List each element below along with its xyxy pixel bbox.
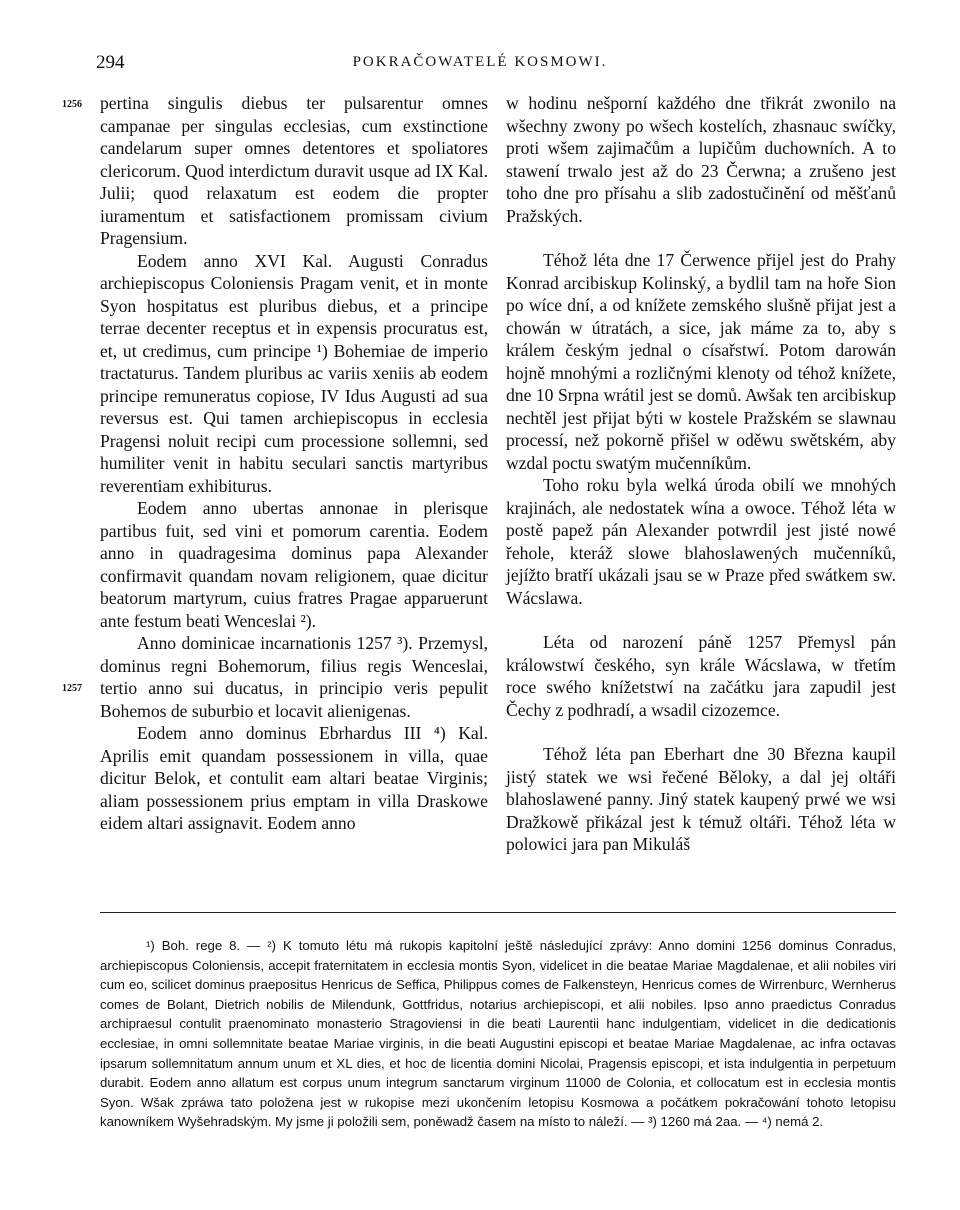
latin-column (100, 92, 488, 835)
margin-year-1257: 1257 (62, 683, 82, 694)
page-header (0, 52, 960, 76)
czech-paragraph: Téhož léta dne 17 Čerwence přijel jest do Prahy Konrad arcibiskup Kolinský, a bydlil tam na hoře Sion po wíce dní, a od knížete zemského slušně přijat jest a chowán w útratách, a sice, jak máme za to, aby s králem českým jednal o císařstwí. Potom darowán hojně mnohými a rozličnými klenoty od téhož knížete, dne 10 Srpna wrátil jest se domů. Awšak ten arcibiskup nechtěl jest přijat býti w kostele Pražském se slawnau processí, než pokorně přišel w oděwu swětském, aby wzdal poctu swatým mučenníkům. (506, 250, 896, 473)
czech-paragraph: Léta od narození páně 1257 Přemysl pán králowstwí českého, syn krále Wácslawa, w třetím roce swého knížetstwí na začátku jara zapudil jest Čechy z podhradí, a wsadil cizozemce. (506, 632, 896, 720)
running-title: POKRAČOWATELÉ KOSMOWI. (352, 54, 608, 70)
latin-paragraph: Eodem anno dominus Ebrhardus III ⁴) Kal. Aprilis emit quandam possessionem in villa, quae dicitur Belok, et contulit eam altari beatae Virginis; aliam possessionem prius emptam in villa Draskowe eidem altari assignavit. Eodem anno (100, 723, 488, 833)
page-number: 294 (96, 52, 125, 73)
latin-paragraph: Anno dominicae incarnationis 1257 ³). Przemysl, dominus regni Bohemorum, filius regis Wenceslai, tertio anno sui ducatus, in principio veris pepulit Bohemos de suburbio et locavit alienigenas. (100, 633, 488, 721)
latin-paragraph: Eodem anno ubertas annonae in plerisque partibus fuit, sed vini et pomorum carentia. Eodem anno in quadragesima dominus papa Alexander confirmavit quandam novam religionem, quae dicitur beatorum martyrum, cuius fratres Pragae apparuerunt ante festum beati Wenceslai ²). (100, 498, 488, 631)
footnote-text: ¹) Boh. rege 8. — ²) K tomuto létu má rukopis kapitolní ještě následující zprávy: Anno domini 1256 dominus Conradus, archiepiscopus Coloniensis, accepit fraternitatem in ecclesia montis Syon, videlicet in die beatae Mariae Magdalenae, et alii nobiles viri cum eo, scilicet dominus praepositus Henricus de Seffica, Philippus comes de Falkensteyn, Henricus comes de Wirrenburc, Wernherus comes de Bolant, Dietrich nobilis de Milendunk, Gottfridus, notarius archiepiscopi, et alii nobiles. Ipso anno praedictus Conradus archipraesul contulit praenominato monasterio Stragoviensi in die beati Laurentii hanc indulgentiam, videlicet in die dedicationis ecclesiae, in omni sollemnitate beatae Mariae virginis, in die beati Augustini episcopi et beatae Mariae Magdalenae, ac infra octavas ipsarum sollemnitatum annum unum et XL dies, et hoc de licentia domini Nicolai, Pragensis episcopi, et ista indulgentia in perpetuum durabit. Eodem anno allatum est corpus unum integrum sanctarum virginum 11000 de Colonia, et collocatum est in ecclesia montis Syon. Wšak zpráwa tato položena jest w rukopise mezi ukončením letopisu Kosmowa a počátkem pokračowání tohoto letopisu kanowníkem Wyšehradským. My jsme ji položili sem, poněwadž časem na místo to náleží. — ³) 1260 má 2aa. — ⁴) nemá 2. (100, 938, 896, 1130)
latin-paragraph: Eodem anno XVI Kal. Augusti Conradus archiepiscopus Coloniensis Pragam venit, et in monte Syon hospitatus est pluribus diebus, et a principe terrae decenter receptus et in expensis procuratus est, et, ut credimus, cum principe ¹) Bohemiae de imperio tractaturus. Tandem pluribus ac variis xeniis ab eodem principe remuneratus copiose, IV Idus Augusti ad sua reversus est. Qui tamen archiepiscopus in ecclesia Pragensi noluit recipi cum processione sollemni, sed humiliter venit in habitu seculari sanctis martyribus reverentiam exhibiturus. (100, 250, 488, 496)
footnote-separator (100, 912, 896, 913)
czech-paragraph: w hodinu nešporní každého dne třikrát zwonilo na wšechny zwony po wšech kostelích, zhasnauc swíčky, proti wšem zajimačům a lupičům duchowních. A to stawení trwalo jest až do 23 Čerwna; a zrušeno jest toho dne pro přísahu a slib zadostučinění od měšťanů Pražských. (506, 93, 896, 226)
latin-paragraph: pertina singulis diebus ter pulsarentur omnes campanae per singulas ecclesias, cum exstinctione candelarum super omnes detentores et spoliatores clericorum. Quod interdictum duravit usque ad IX Kal. Julii; quod relaxatum est eodem die propter iuramentum et satisfactionem promissam civium Pragensium. (100, 93, 488, 248)
czech-column (506, 92, 896, 856)
czech-paragraph: Téhož léta pan Eberhart dne 30 Března kaupil jistý statek we wsi řečené Běloky, a dal jej oltáři blahoslawené panny. Jiný statek kaupený prwé we wsi Dražkowě přikázal jest k témuž oltáři. Téhož léta w polowici jara pan Mikuláš (506, 744, 896, 854)
czech-paragraph: Toho roku byla welká úroda obilí we mnohých krajinách, ale nedostatek wína a owoce. Téhož léta w postě papež pán Alexander potwrdil jest jisté nowé řehole, kteráž slowe blahoslawených mučenníků, jejížto bratří ukázali jsau se w Praze před swátkem sw. Wácslawa. (506, 475, 896, 608)
margin-year-1256: 1256 (62, 99, 82, 110)
footnotes (100, 936, 896, 1132)
